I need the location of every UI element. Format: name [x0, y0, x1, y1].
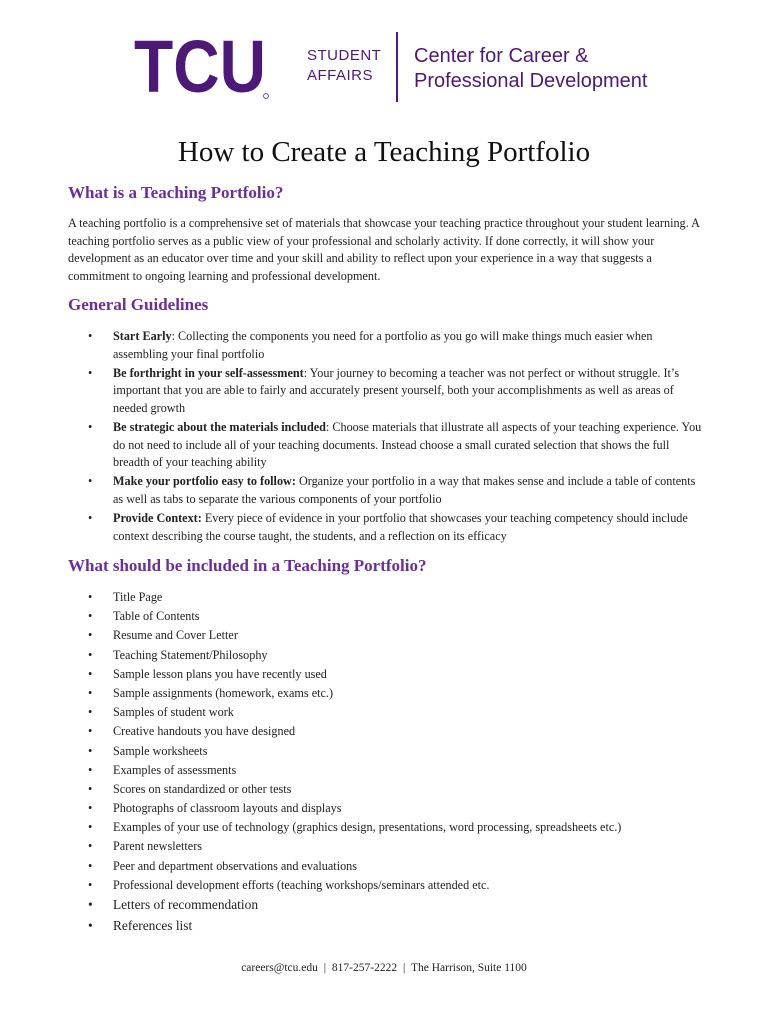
guideline-text: : Collecting the components you need for a portfolio as you go will make things much easier when assembling your final portfolio — [113, 329, 653, 361]
document-title: How to Create a Teaching Portfolio — [177, 136, 591, 168]
guideline-text: Every piece of evidence in your portfolio that showcases your teaching competency should include context describing the course taught, the students, and a reflection on its efficacy — [113, 510, 688, 543]
guideline-title: Start Early — [113, 329, 172, 343]
footer-separator: | — [323, 962, 327, 974]
guideline-item — [68, 328, 708, 363]
list-item: • Samples of student work — [68, 703, 708, 722]
guideline-text: : Choose materials that illustrate all aspects of your teaching experience. You do not need to include all of your teaching documents. Instead choose a small curated selection that shows the full breadth of your teaching ability — [113, 419, 702, 470]
tcu-logo — [134, 34, 272, 100]
intro-paragraph: A teaching portfolio is a comprehensive set of materials that showcase your teaching practice throughout your student learning. A teaching portfolio serves as a public view of your professional and scholarly activity. If done correctly, it will show your development as an educator over time and your skill and ability to reflect upon your experience in a way that suggests a commitment to ongoing learning and professional development. — [68, 216, 700, 283]
guideline-title: Provide Context: — [113, 510, 202, 525]
footer-phone: 817-257-2222 — [331, 962, 398, 974]
center-line2: Professional Development — [414, 70, 648, 92]
org-line1: STUDENT — [307, 47, 382, 64]
list-item: • Letters of recommendation — [68, 895, 708, 916]
footer-separator: | — [402, 962, 406, 974]
center-line1: Center for Career & — [414, 45, 589, 67]
header-divider — [396, 32, 398, 102]
center-name — [414, 44, 744, 94]
list-item: • Sample lesson plans you have recently used — [68, 665, 708, 684]
included-list — [68, 588, 708, 936]
list-item: • Photographs of classroom layouts and displays — [68, 799, 708, 818]
guideline-item — [68, 510, 708, 545]
org-line2: AFFAIRS — [307, 67, 374, 84]
section-heading-guidelines: General Guidelines — [68, 295, 209, 314]
guideline-text: Organize your portfolio in a way that makes sense and include a table of contents as well as tabs to separate the various components of your portfolio — [113, 474, 696, 506]
list-item: • References list — [68, 916, 708, 937]
list-item: • Sample assignments (homework, exams etc.) — [68, 684, 708, 703]
list-item: • Title Page — [68, 588, 708, 607]
guideline-item — [68, 473, 708, 508]
section-heading-what-is: What is a Teaching Portfolio? — [68, 183, 284, 202]
letterhead — [0, 0, 768, 120]
guideline-title: Be forthright in your self-assessment — [113, 365, 304, 380]
list-item: • Peer and department observations and evaluations — [68, 857, 708, 876]
footer-email: careers@tcu.edu — [241, 962, 318, 974]
guideline-title: Be strategic about the materials included — [113, 419, 326, 434]
list-item: • Examples of assessments — [68, 761, 708, 780]
guideline-title: Make your portfolio easy to follow: — [113, 474, 296, 489]
footer-contact — [0, 962, 768, 974]
list-item: • Resume and Cover Letter — [68, 626, 708, 645]
guidelines-list — [68, 328, 708, 547]
list-item: • Professional development efforts (teaching workshops/seminars attended etc. — [68, 876, 708, 895]
list-item: • Scores on standardized or other tests — [68, 780, 708, 799]
list-item: • Parent newsletters — [68, 837, 708, 856]
student-affairs-label — [307, 46, 383, 86]
section-heading-included: What should be included in a Teaching Portfolio? — [68, 556, 427, 575]
guideline-item — [68, 365, 708, 418]
list-item: • Sample worksheets — [68, 742, 708, 761]
footer-address: The Harrison, Suite 1100 — [410, 962, 527, 974]
guideline-item — [68, 419, 708, 472]
list-item: • Table of Contents — [68, 607, 708, 626]
list-item: • Examples of your use of technology (graphics design, presentations, word processing, spreadsheets etc.) — [68, 818, 708, 837]
tcu-logo-text: TCU — [134, 34, 266, 100]
guideline-text: : Your journey to becoming a teacher was not perfect or without struggle. It’s important that you are able to fairly and accurately present yourself, both your accomplishments as well as areas of needed growth — [113, 365, 680, 415]
list-item: • Teaching Statement/Philosophy — [68, 646, 708, 665]
list-item: • Creative handouts you have designed — [68, 722, 708, 741]
